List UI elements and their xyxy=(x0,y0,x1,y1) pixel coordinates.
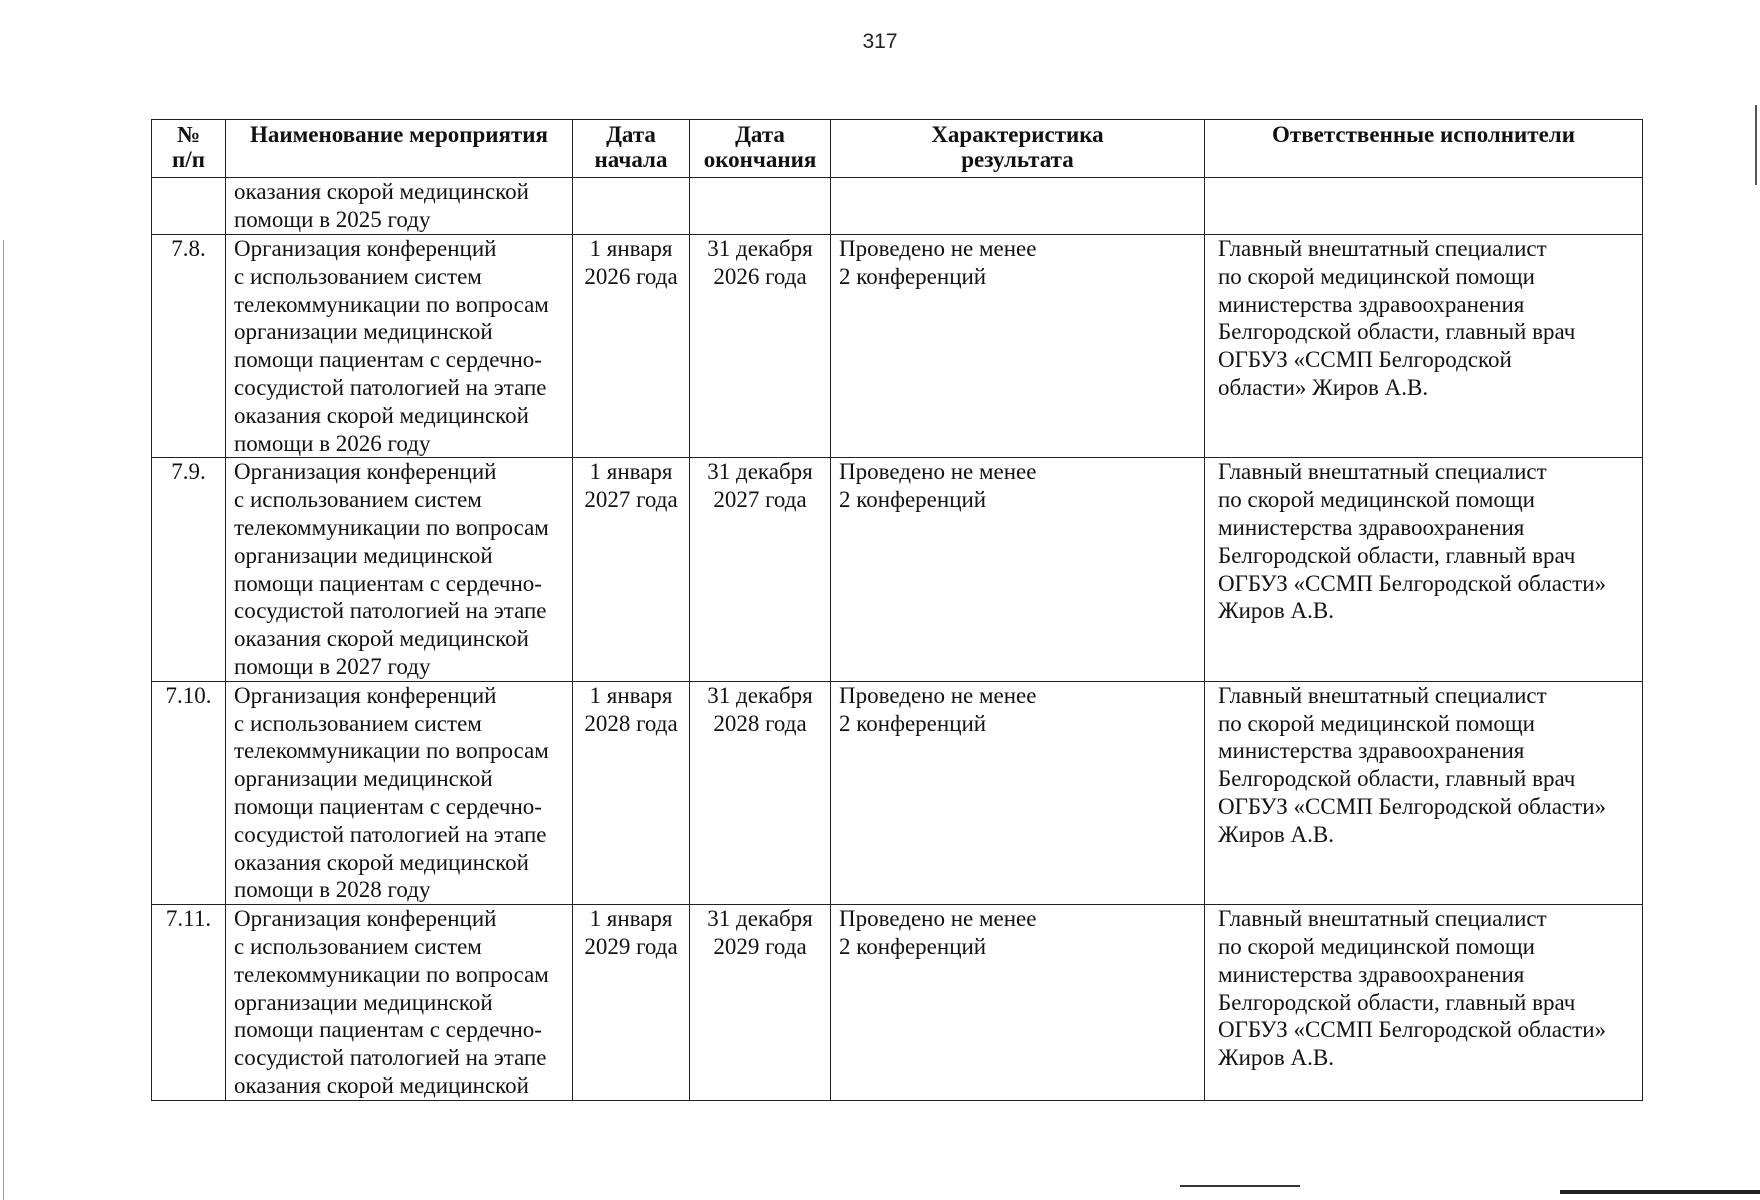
table-row xyxy=(152,905,1643,1101)
cell-event-name: Организация конференций с использованием систем телекоммуникации по вопросам организации медицинской помощи пациентам с сердечно- сосудистой патологией на этапе оказания скорой медицинской помощи в 2027 году xyxy=(226,458,573,681)
scan-artifact-line xyxy=(1560,1190,1760,1194)
cell-start-date: 1 января 2026 года xyxy=(573,235,690,458)
cell-start-date: 1 января 2027 года xyxy=(573,458,690,681)
table-row xyxy=(152,178,1643,235)
header-start-date: Дата начала xyxy=(573,120,690,178)
cell-number: 7.9. xyxy=(152,458,226,681)
scan-edge-line-right xyxy=(1755,105,1757,185)
cell-responsible: Главный внештатный специалист по скорой медицинской помощи министерства здравоохранения Белгородской области, главный врач ОГБУЗ «ССМП Белгородской области» Жиров А.В. xyxy=(1205,681,1643,904)
cell-number: 7.10. xyxy=(152,681,226,904)
table-header-row xyxy=(152,120,1643,178)
cell-result: Проведено не менее 2 конференций xyxy=(831,235,1205,458)
scan-edge-line-left xyxy=(3,240,4,1200)
cell-start-date: 1 января 2028 года xyxy=(573,681,690,904)
cell-end-date: 31 декабря 2029 года xyxy=(690,905,831,1101)
cell-event-name: Организация конференций с использованием систем телекоммуникации по вопросам организации медицинской помощи пациентам с сердечно- сосудистой патологией на этапе оказания скорой медицинской помощи в 2028 году xyxy=(226,681,573,904)
cell-number: 7.8. xyxy=(152,235,226,458)
cell-event-name: Организация конференций с использованием систем телекоммуникации по вопросам организации медицинской помощи пациентам с сердечно- сосудистой патологией на этапе оказания скорой медицинской xyxy=(226,905,573,1101)
cell-event-name: оказания скорой медицинской помощи в 2025 году xyxy=(226,178,573,235)
cell-end-date xyxy=(690,178,831,235)
header-number: № п/п xyxy=(152,120,226,178)
header-end-date: Дата окончания xyxy=(690,120,831,178)
cell-result: Проведено не менее 2 конференций xyxy=(831,905,1205,1101)
cell-event-name: Организация конференций с использованием систем телекоммуникации по вопросам организации медицинской помощи пациентам с сердечно- сосудистой патологией на этапе оказания скорой медицинской помощи в 2026 году xyxy=(226,235,573,458)
cell-end-date: 31 декабря 2026 года xyxy=(690,235,831,458)
header-responsible: Ответственные исполнители xyxy=(1205,120,1643,178)
cell-responsible: Главный внештатный специалист по скорой медицинской помощи министерства здравоохранения Белгородской области, главный врач ОГБУЗ «ССМП Белгородской области» Жиров А.В. xyxy=(1205,235,1643,458)
page-number: 317 xyxy=(862,30,898,53)
cell-responsible: Главный внештатный специалист по скорой медицинской помощи министерства здравоохранения Белгородской области, главный врач ОГБУЗ «ССМП Белгородской области» Жиров А.В. xyxy=(1205,905,1643,1101)
cell-responsible: Главный внештатный специалист по скорой медицинской помощи министерства здравоохранения Белгородской области, главный врач ОГБУЗ «ССМП Белгородской области» Жиров А.В. xyxy=(1205,458,1643,681)
events-table xyxy=(151,119,1643,1101)
table-row xyxy=(152,235,1643,458)
cell-end-date: 31 декабря 2027 года xyxy=(690,458,831,681)
scan-artifact-line xyxy=(1180,1185,1300,1187)
cell-number: 7.11. xyxy=(152,905,226,1101)
cell-result xyxy=(831,178,1205,235)
table-row xyxy=(152,458,1643,681)
cell-start-date xyxy=(573,178,690,235)
cell-result: Проведено не менее 2 конференций xyxy=(831,458,1205,681)
cell-responsible xyxy=(1205,178,1643,235)
header-event-name: Наименование мероприятия xyxy=(226,120,573,178)
header-result: Характеристика результата xyxy=(831,120,1205,178)
cell-start-date: 1 января 2029 года xyxy=(573,905,690,1101)
cell-result: Проведено не менее 2 конференций xyxy=(831,681,1205,904)
cell-end-date: 31 декабря 2028 года xyxy=(690,681,831,904)
table-row xyxy=(152,681,1643,904)
cell-number xyxy=(152,178,226,235)
